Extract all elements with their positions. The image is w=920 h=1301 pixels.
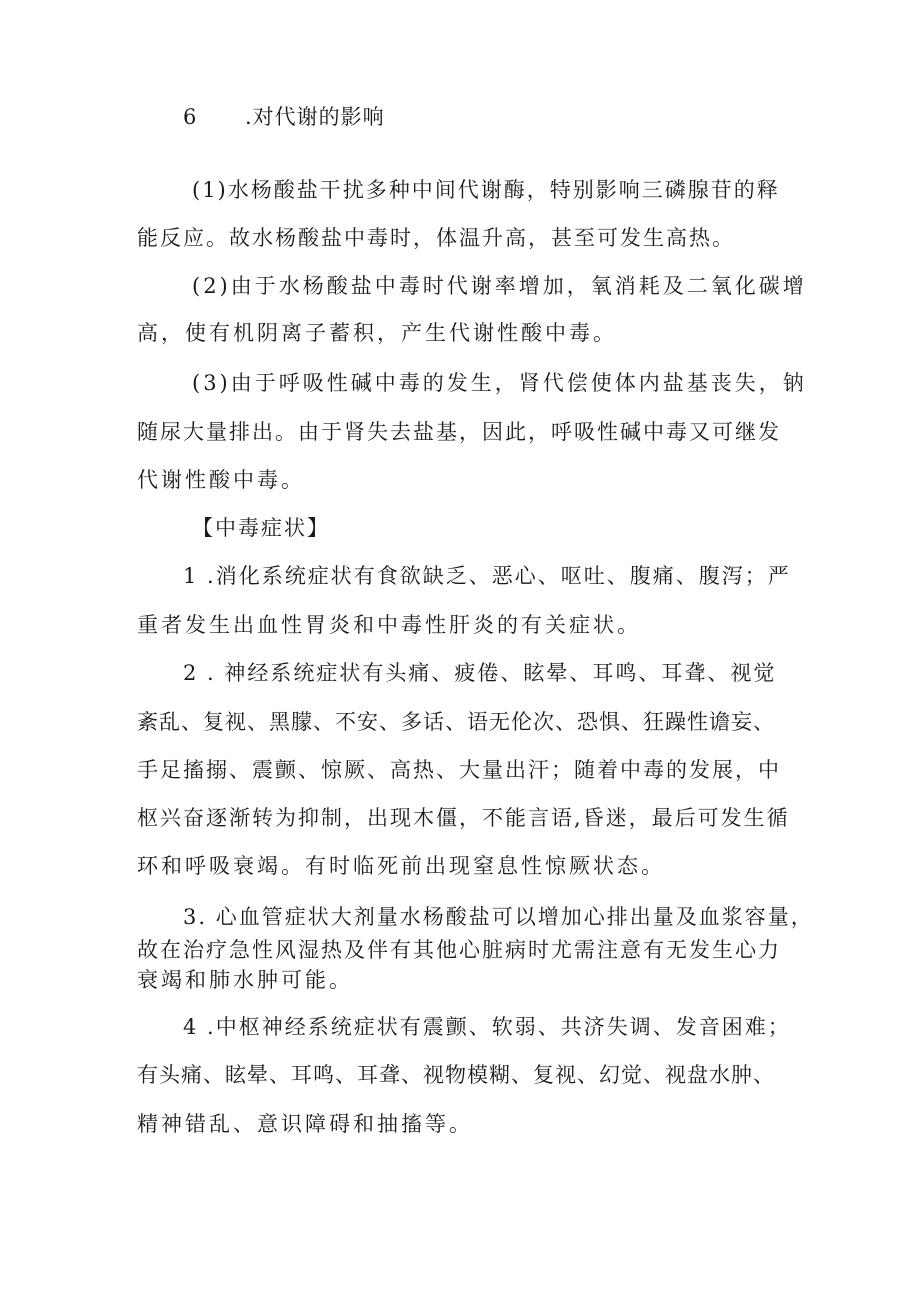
paragraph-line: 2 . 神经系统症状有头痛、疲倦、眩晕、耳鸣、耳聋、视觉 [183,661,777,685]
paragraph-line: 环和呼吸衰竭。有时临死前出现窒息性惊厥状态。 [137,854,665,878]
paragraph-line: 故在治疗急性风湿热及伴有其他心脏病时尤需注意有无发生心力 [137,938,781,962]
paragraph-line: 随尿大量排出。由于肾失去盐基，因此，呼吸性碱中毒又可继发 [137,420,781,444]
paragraph-line: 重者发生出血性胃炎和中毒性肝炎的有关症状。 [137,613,641,637]
paragraph-line: 3. 心血管症状大剂量水杨酸盐可以增加心排出量及血浆容量， [183,905,814,929]
paragraph-line: (2)由于水杨酸盐中毒时代谢率增加，氧消耗及二氧化碳增 [192,274,807,298]
section-title: .对代谢的影响 [245,105,385,129]
paragraph-line: 1 .消化系统症状有食欲缺乏、恶心、呕吐、腹痛、腹泻；严 [183,564,791,588]
paragraph-line: 4 .中枢神经系统症状有震颤、软弱、共济失调、发音困难； [183,1015,791,1039]
section-number: 6 [183,105,197,129]
paragraph-line: 手足搐搦、震颤、惊厥、高热、大量出汗；随着中毒的发展，中 [137,758,781,782]
paragraph-line: 枢兴奋逐渐转为抑制，出现木僵，不能言语,昏迷，最后可发生循 [137,806,790,830]
section-heading: 【中毒症状】 [192,516,330,540]
paragraph-line: 紊乱、复视、黑朦、不安、多话、语无伦次、恐惧、狂躁性谵妄、 [137,710,775,734]
paragraph-line: 代谢性酸中毒。 [137,468,305,492]
paragraph-line: 能反应。故水杨酸盐中毒时，体温升高，甚至可发生高热。 [137,226,735,250]
paragraph-line: 高，使有机阴离子蓄积，产生代谢性酸中毒。 [137,321,617,345]
paragraph-line: (1)水杨酸盐干扰多种中间代谢酶，特别影响三磷腺苷的释 [192,178,780,202]
paragraph-line: 衰竭和肺水肿可能。 [137,968,353,992]
paragraph-line: 有头痛、眩晕、耳鸣、耳聋、视物模糊、复视、幻觉、视盘水肿、 [137,1063,775,1087]
paragraph-line: (3)由于呼吸性碱中毒的发生，肾代偿使体内盐基丧失，钠 [192,371,807,395]
paragraph-line: 精神错乱、意识障碍和抽搐等。 [137,1112,473,1136]
